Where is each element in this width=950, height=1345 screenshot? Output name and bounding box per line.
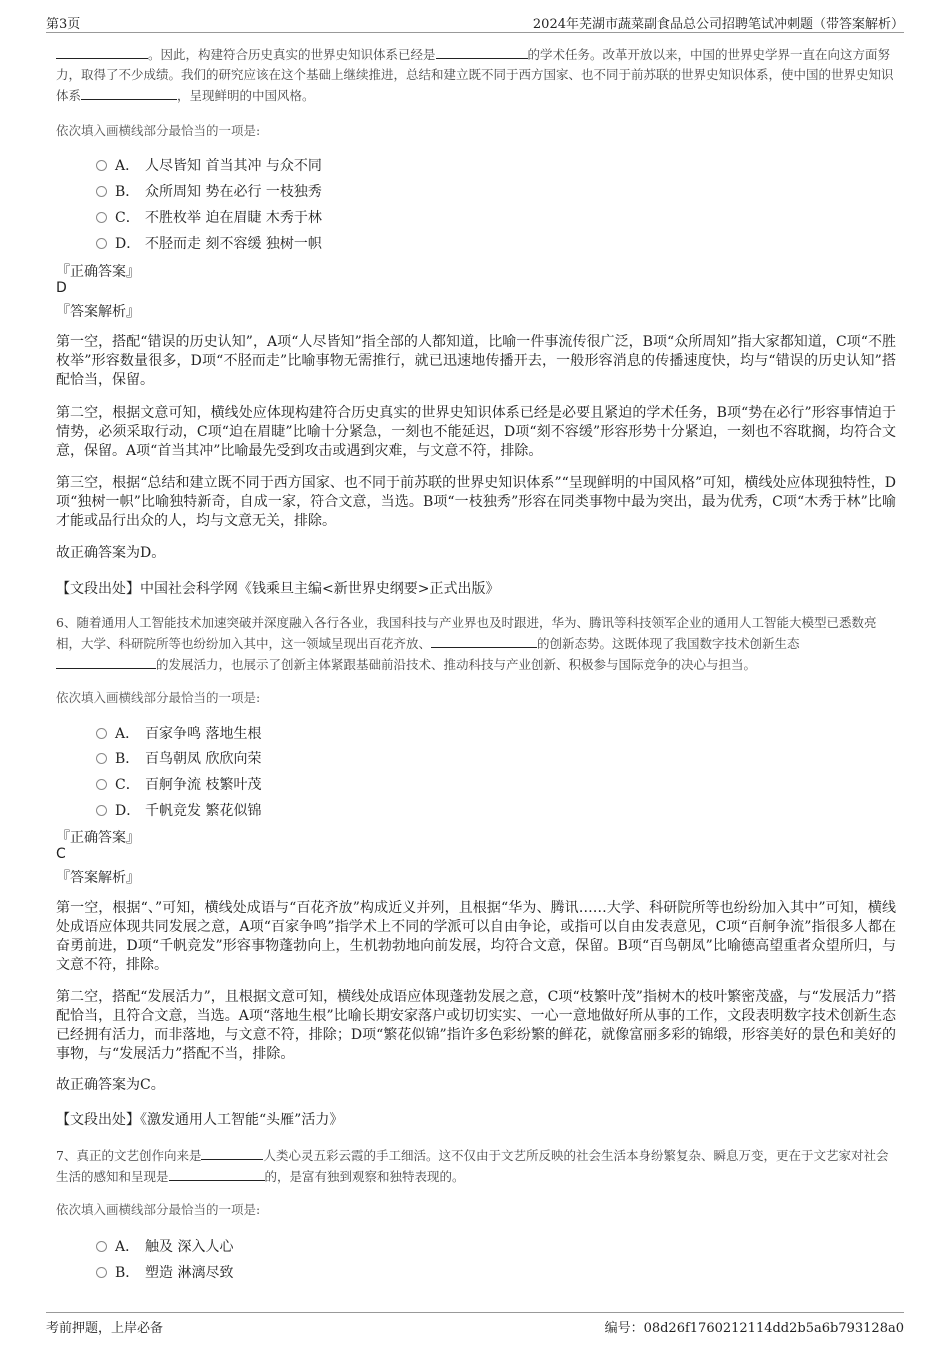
footer-slogan: 考前押题，上岸必备 [46,1321,164,1336]
blank-line [81,85,177,100]
blank-line [436,44,528,59]
q6-analysis-2: 第二空，搭配“发展活力”，且根据文意可知，横线处成语应体现蓬勃发展之意，C项“枝繁叶茂”指树木的枝叶繁密茂盛，与“发展活力”搭配恰当，且符合文意，当选。A项“落地生根”比喻长期安家落户或切切实实、一心一意地做好所从事的工作，文段表明数字技术创新生态已经拥有活力，而非落地，与文意不符，排除；D项“繁花似锦”指许多色彩纷繁的鲜花，就像富丽多彩的锦缎，形容美好的景色和美好的事物，与“发展活力”搭配不当，排除。 [56,989,896,1062]
radio-icon[interactable] [96,805,107,816]
q5-option-c[interactable]: C． 不胜枚举 迫在眉睫 木秀于林 [96,207,322,227]
radio-icon[interactable] [96,238,107,249]
blank-line [56,44,148,59]
document-title: 2024年芜湖市蔬菜副食品总公司招聘笔试冲刺题（带答案解析） [532,17,904,32]
q6-stem: 6、随着通用人工智能技术加速突破并深度融入各行各业，我国科技与产业界也及时跟进，华为、腾讯等科技领军企业的通用人工智能大模型已悉数亮相，大学、科研院所等也纷纷加入其中，这一领域呈现出百花齐放、 的创新态势。这既体现了我国数字技术创新生态的发展活力，也展示了创新主体紧跟基础前沿技术、推动科技与产业创新、积极参与国际竞争的决心与担当。 [56,615,877,672]
blank-line [56,654,156,669]
radio-icon[interactable] [96,728,107,739]
q6-source: 【文段出处】《激发通用人工智能“头雁”活力》 [56,1112,344,1128]
q5-source: 【文段出处】中国社会科学网《钱乘旦主编<新世界史纲要>正式出版》 [56,581,500,597]
q7-stem: 7、真正的文艺创作向来是 人类心灵五彩云霞的手工细活。这不仅由于文艺所反映的社会生活本身纷繁复杂、瞬息万变，更在于文艺家对社会生活的感知和呈现是 的，是富有独到观察和独特表现的。 [56,1145,896,1187]
radio-icon[interactable] [96,1267,107,1278]
q5-option-a[interactable]: A． 人尽皆知 首当其冲 与众不同 [96,155,322,175]
page-footer [46,1312,904,1337]
radio-icon[interactable] [96,1241,107,1252]
q6-option-c[interactable]: C． 百舸争流 枝繁叶茂 [96,774,261,794]
radio-icon[interactable] [96,212,107,223]
page-header [46,10,904,33]
q5-analysis-3: 第三空，根据“总结和建立既不同于西方国家、也不同于前苏联的世界史知识体系”“呈现鲜明的中国风格”可知，横线处应体现独特性，D项“独树一帜”比喻独特新奇，自成一家，符合文意，当选。B项“一枝独秀”形容在同类事物中最为突出，最为优秀，C项“木秀于林”比喻才能或品行出众的人，均与文意无关，排除。 [56,475,896,529]
q6-analysis-1: 第一空，根据“、”可知，横线处成语与“百花齐放”构成近义并列，且根据“华为、腾讯……大学、科研院所等也纷纷加入其中”可知，横线处成语应体现共同发展之意，A项“百家争鸣”指学术上不同的学派可以自由争论，或指可以自由发表意见，C项“百舸争流”指很多人都在奋勇前进，D项“千帆竞发”形容事物蓬勃向上，生机勃勃地向前发展，均符合文意，保留。B项“百鸟朝凤”比喻德高望重者众望所归，与文意不符，排除。 [56,900,896,973]
q6-instruction: 依次填入画横线部分最恰当的一项是: [56,690,261,705]
blank-line [169,1166,265,1181]
q5-analysis-label: 『答案解析』 [56,304,140,320]
q5-answer: D [56,280,67,296]
q6-option-a[interactable]: A． 百家争鸣 落地生根 [96,723,261,743]
q6-answer: C [56,846,66,862]
document-id: 编号：08d26f1760212114dd2b5a6b793128a0 [604,1321,904,1336]
radio-icon[interactable] [96,186,107,197]
q6-option-d[interactable]: D． 千帆竞发 繁花似锦 [96,800,261,820]
q5-answer-label: 『正确答案』 [56,264,140,280]
intro-paragraph: 。因此，构建符合历史真实的世界史知识体系已经是 的学术任务。改革开放以来，中国的世界史学界一直在向这方面努力，取得了不少成绩。我们的研究应该在这个基础上继续推进，总结和建立既不同于西方国家、也不同于前苏联的世界史知识体系，使中国的世界史知识体系 ，呈现鲜明的中国风格。 [56,44,896,106]
q7-option-a[interactable]: A． 触及 深入人心 [96,1236,233,1256]
q7-option-b[interactable]: B． 塑造 淋漓尽致 [96,1262,233,1282]
q5-conclusion: 故正确答案为D。 [56,545,166,561]
q7-instruction: 依次填入画横线部分最恰当的一项是: [56,1202,261,1217]
q6-answer-label: 『正确答案』 [56,830,140,846]
radio-icon[interactable] [96,779,107,790]
q6-conclusion: 故正确答案为C。 [56,1077,165,1093]
q5-option-b[interactable]: B． 众所周知 势在必行 一枝独秀 [96,181,322,201]
blank-line [431,633,537,648]
q6-analysis-label: 『答案解析』 [56,870,140,886]
blank-line [201,1145,263,1160]
q5-analysis-1: 第一空，搭配“错误的历史认知”，A项“人尽皆知”指全部的人都知道，比喻一件事流传很广泛，B项“众所周知”指大家都知道，C项“不胜枚举”形容数量很多，D项“不胫而走”比喻事物无需推行，就已迅速地传播开去，一般形容消息的传播速度快，均与“错误的历史认知”搭配恰当，保留。 [56,334,896,388]
q5-option-d[interactable]: D． 不胫而走 刻不容缓 独树一帜 [96,233,322,253]
q5-instruction: 依次填入画横线部分最恰当的一项是: [56,123,261,138]
radio-icon[interactable] [96,753,107,764]
page-number: 第3页 [46,17,81,32]
radio-icon[interactable] [96,160,107,171]
q5-analysis-2: 第二空，根据文意可知，横线处应体现构建符合历史真实的世界史知识体系已经是必要且紧迫的学术任务，B项“势在必行”形容事情迫于情势，必须采取行动，C项“迫在眉睫”比喻十分紧急，一刻也不能延迟，D项“刻不容缓”形容形势十分紧迫，一刻也不容耽搁，均符合文意，保留。A项“首当其冲”比喻最先受到攻击或遇到灾难，与文意不符，排除。 [56,405,896,459]
q6-option-b[interactable]: B． 百鸟朝凤 欣欣向荣 [96,748,261,768]
